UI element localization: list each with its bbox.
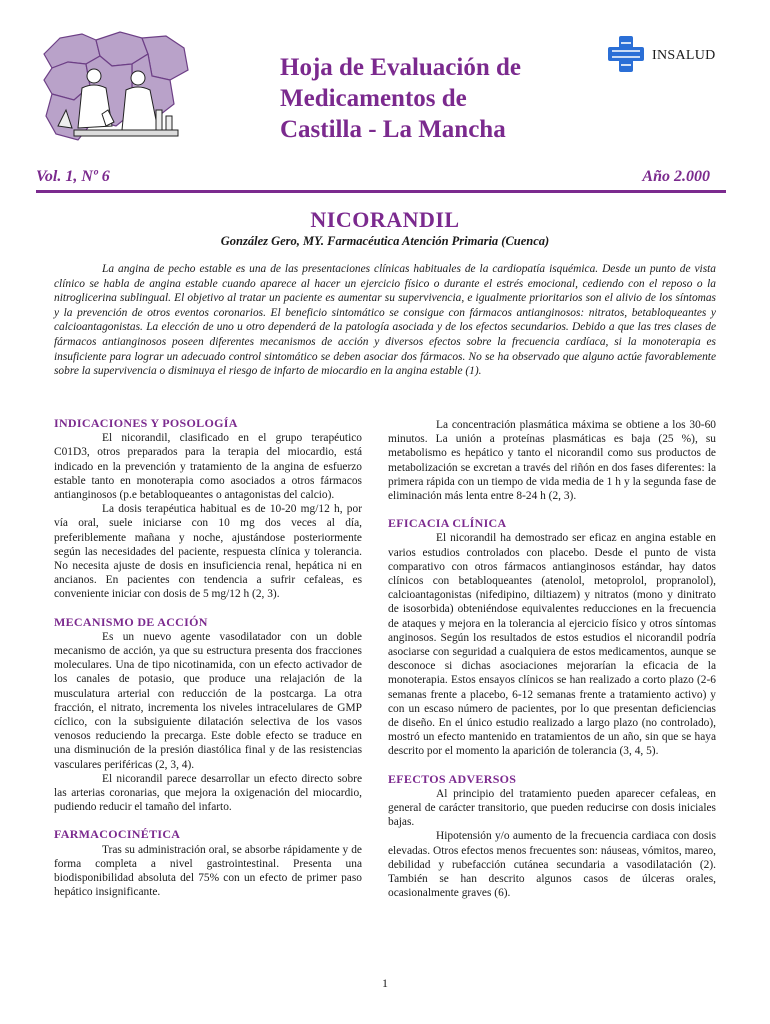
- paragraph: Hipotensión y/o aumento de la frecuencia cardiaca con dosis elevadas. Otros efectos menos frecuentes son: náuseas, vómitos, mareo, debilidad y rubefacción cutánea secundaria a vasodilatación (2). También se han descrito algunos casos de úlceras orales, ocasionalmente graves (6).: [388, 830, 716, 900]
- section-heading-mecanismo: MECANISMO DE ACCIÓN: [54, 614, 208, 629]
- issue-year: Año 2.000: [642, 168, 710, 185]
- insalud-logo: [606, 34, 726, 74]
- section-heading-adversos: EFECTOS ADVERSOS: [388, 771, 517, 786]
- masthead-illustration: [38, 30, 198, 158]
- masthead-title-line: Hoja de Evaluación de: [280, 54, 521, 81]
- paragraph: El nicorandil ha demostrado ser eficaz en angina estable en varios estudios controlados con placebo. Desde el punto de vista comparativo con otros fármacos antianginosos estándar, hay datos clínicos con betabloqueantes (atenolol, metoprolol, propranolol), calcioantagonistas (nifedipino, diltiazem) y nitratos (mono y dinitrato de isosorbida) obteniéndose equivalentes reducciones en la frecuencia de ataques y mejora en la tolerancia al ejercicio físico y otros síntomas anginosos. Según los resultados de estos estudios el nicorandil podría asociarse con seguridad a cualquiera de estos medicamentos, aunque se desconoce si dichas asociaciones mejorarían la eficacia de la monoterapia. Estos ensayos clínicos se han realizado a corto plazo (2-6 semanas frente a placebo, 6-12 semanas frente a tratamiento activo) y con un escaso número de pacientes, por lo que presentan deficiencias de diseño. En el único estudio realizado a largo plazo (no controlado), mostró un efecto mantenido en tratamientos de un año, sin que se haya descrito por el momento la aparición de tolerancia (3, 4, 5).: [388, 532, 716, 758]
- masthead-title: [280, 52, 590, 145]
- article-title: NICORANDIL: [310, 207, 460, 232]
- section-heading-farmacocinetica: FARMACOCINÉTICA: [54, 827, 181, 842]
- article-abstract: La angina de pecho estable es una de las presentaciones clínicas habituales de la cardiopatía isquémica. Desde un punto de vista clínico se habla de angina estable cuando aparece al hacer un ejercicio físico o durante el estrés emocional, cediendo con el reposo o la nitroglicerina sublingual. El objetivo al tratar un paciente es aumentar su supervivencia, e igualmente prioritarios son el alivio de los síntomas y la prevención de otros eventos coronarios. El beneficio sintomático se consigue con fármacos antianginosos: nitratos, betabloqueantes y calcioantagonistas. La elección de uno u otro dependerá de la patología asociada y de los efectos secundarios. Debido a que las tres clases de fármacos antianginosos poseen diferentes mecanismos de acción y diversos efectos sobre la frecuencia cardíaca, si la monoterapia es insuficiente para lograr un adecuado control sintomático se deben asociar dos fármacos. No se ha observado que alguno actúe favorablemente sobre la supervivencia o disminuya el riesgo de infarto de miocardio en la angina estable (1).: [54, 263, 716, 378]
- section-heading-indicaciones: INDICACIONES Y POSOLOGÍA: [54, 416, 238, 430]
- insalud-brand: INSALUD: [652, 48, 716, 63]
- issue-volume: Vol. 1, Nº 6: [36, 168, 110, 185]
- page-number: 1: [382, 976, 388, 990]
- spacer: [388, 503, 716, 516]
- paragraph: Tras su administración oral, se absorbe rápidamente y de forma completa a nivel gastrointestinal. Presenta una biodisponibilidad absoluta del 75% con un efecto de primer paso hepático insignificante.: [54, 843, 362, 899]
- spacer: [388, 759, 716, 772]
- masthead-title-line: Medicamentos de: [280, 85, 467, 112]
- left-column: [54, 416, 362, 900]
- insalud-cross-icon: [606, 34, 646, 74]
- spacer: [54, 602, 362, 615]
- article-author: González Gero, MY. Farmacéutica Atención Primaria (Cuenca): [220, 234, 550, 248]
- paragraph: La concentración plasmática máxima se obtiene a los 30-60 minutos. La unión a proteínas plasmáticas es baja (25 %), su metabolismo es hepático y tanto el nicorandil como sus productos de metabolización se excretan a través del riñón en dos fases diferentes: la primera rápida con un tiempo de vida media de 1 h y la segunda fase de eliminación más lenta entre 8-24 h (2, 3).: [388, 419, 716, 503]
- spacer: [54, 814, 362, 827]
- header-divider: [36, 190, 726, 193]
- paragraph: El nicorandil parece desarrollar un efecto directo sobre las arterias coronarias, que mejora la oxigenación del miocardio, pudiendo reducir el tamaño del infarto.: [54, 772, 362, 814]
- right-column: [388, 418, 716, 901]
- section-heading-eficacia: EFICACIA CLÍNICA: [388, 516, 507, 531]
- paragraph: Al principio del tratamiento pueden aparecer cefaleas, en general de carácter transitorio, que pueden reducirse con dosis iniciales bajas.: [388, 787, 716, 829]
- masthead-title-line: Castilla - La Mancha: [280, 116, 506, 143]
- paragraph: La dosis terapéutica habitual es de 10-20 mg/12 h, por vía oral, suele iniciarse con 10 mg dos veces al día, preferiblemente mañana y noche, ajustándose posteriormente según las necesidades del paciente, respuesta clínica y tolerancia. No necesita ajuste de dosis en insuficiencia renal, hepática ni en ancianos. En pacientes con tendencia a sufrir cefaleas, es conveniente iniciar con dosis de 5 mg/12 h (2, 3).: [54, 503, 362, 601]
- paragraph: El nicorandil, clasificado en el grupo terapéutico C01D3, otros preparados para la terapia del miocardio, está indicado en la prevención y tratamiento de la angina de esfuerzo estable tanto en monoterapia como asociados a otros fármacos antianginosos (p.e betabloqueantes o antagonistas del calcio).: [54, 432, 362, 502]
- paragraph: Es un nuevo agente vasodilatador con un doble mecanismo de acción, ya que su estructura presenta dos fracciones moleculares. Una de tipo nicotinamida, con un efecto activador de los canales de potasio, que produce una relajación de la musculatura arterial con reducción de la postcarga. La otra fracción, el nitrato, incrementa los niveles intracelulares de GMP cíclico, con la subsiguiente dilatación selectiva de los vasos venosos reduciendo la precarga. Este doble efecto se traduce en una disminución de la presión diastólica final y de las resistencias vasculares periféricas (2, 3, 4).: [54, 630, 362, 771]
